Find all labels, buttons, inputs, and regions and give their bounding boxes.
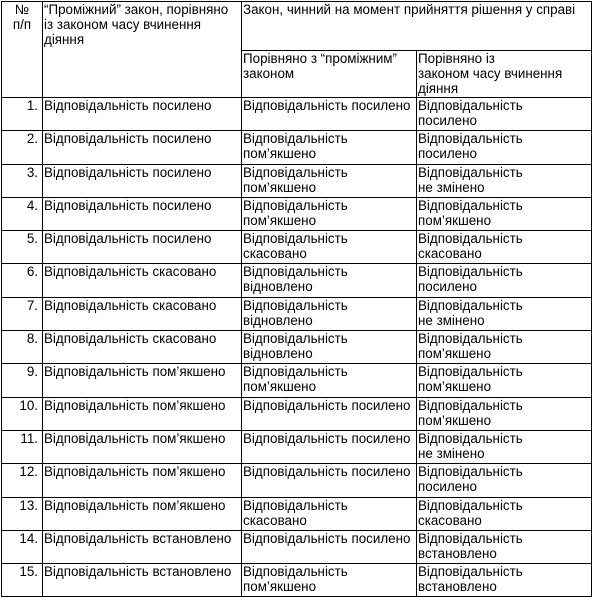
header-row (2, 2, 592, 51)
cell-intermediate: Відповідальність посилено (43, 98, 242, 131)
cell-vs-offense-time: Відповідальність не змінено (417, 430, 592, 463)
table-row (2, 397, 592, 430)
row-number: 9. (2, 364, 43, 397)
table-row (2, 331, 592, 364)
cell-vs-intermediate: Відповідальність пом’якшено (242, 364, 417, 397)
row-number: 4. (2, 197, 43, 230)
liability-comparison-table (1, 1, 592, 597)
cell-vs-offense-time: Відповідальність встановлено (417, 564, 592, 597)
cell-vs-intermediate: Відповідальність відновлено (242, 331, 417, 364)
row-number: 7. (2, 297, 43, 330)
header-intermediate-law: “Проміжний” закон, порівняно із законом часу вчинення діяння (43, 2, 242, 98)
row-number: 2. (2, 131, 43, 164)
cell-intermediate: Відповідальність встановлено (43, 530, 242, 563)
cell-vs-intermediate: Відповідальність скасовано (242, 231, 417, 264)
cell-intermediate: Відповідальність скасовано (43, 264, 242, 297)
table-row (2, 197, 592, 230)
cell-vs-offense-time: Відповідальність скасовано (417, 231, 592, 264)
table-row (2, 131, 592, 164)
cell-intermediate: Відповідальність встановлено (43, 564, 242, 597)
cell-vs-intermediate: Відповідальність пом’якшено (242, 197, 417, 230)
cell-intermediate: Відповідальність пом’якшено (43, 430, 242, 463)
cell-vs-offense-time: Відповідальність посилено (417, 464, 592, 497)
cell-vs-offense-time: Відповідальність не змінено (417, 164, 592, 197)
cell-vs-offense-time: Відповідальність пом’якшено (417, 331, 592, 364)
cell-vs-intermediate: Відповідальність пом’якшено (242, 564, 417, 597)
row-number: 3. (2, 164, 43, 197)
cell-vs-offense-time: Відповідальність пом’якшено (417, 397, 592, 430)
cell-vs-offense-time: Відповідальність посилено (417, 264, 592, 297)
cell-intermediate: Відповідальність пом’якшено (43, 497, 242, 530)
row-number: 8. (2, 331, 43, 364)
row-number: 14. (2, 530, 43, 563)
row-number: 12. (2, 464, 43, 497)
table-row (2, 464, 592, 497)
cell-vs-offense-time: Відповідальність пом’якшено (417, 364, 592, 397)
cell-vs-offense-time: Відповідальність не змінено (417, 297, 592, 330)
cell-vs-intermediate: Відповідальність посилено (242, 430, 417, 463)
table-row (2, 164, 592, 197)
row-number: 11. (2, 430, 43, 463)
cell-vs-intermediate: Відповідальність скасовано (242, 497, 417, 530)
cell-vs-intermediate: Відповідальність посилено (242, 98, 417, 131)
row-number: 5. (2, 231, 43, 264)
cell-vs-intermediate: Відповідальність посилено (242, 464, 417, 497)
cell-vs-intermediate: Відповідальність посилено (242, 530, 417, 563)
cell-intermediate: Відповідальність пом’якшено (43, 464, 242, 497)
cell-intermediate: Відповідальність посилено (43, 231, 242, 264)
subheader-vs-offense-time: Порівняно із законом часу вчинення діяння (417, 51, 592, 98)
cell-intermediate: Відповідальність пом’якшено (43, 397, 242, 430)
cell-intermediate: Відповідальність пом’якшено (43, 364, 242, 397)
cell-intermediate: Відповідальність скасовано (43, 297, 242, 330)
table-row (2, 364, 592, 397)
table-row (2, 530, 592, 563)
cell-intermediate: Відповідальність посилено (43, 164, 242, 197)
cell-intermediate: Відповідальність скасовано (43, 331, 242, 364)
row-number: 15. (2, 564, 43, 597)
table-row (2, 430, 592, 463)
table-row (2, 564, 592, 597)
header-current-law: Закон, чинний на момент прийняття рішення у справі (242, 2, 592, 51)
cell-vs-intermediate: Відповідальність відновлено (242, 264, 417, 297)
cell-vs-intermediate: Відповідальність відновлено (242, 297, 417, 330)
row-number: 13. (2, 497, 43, 530)
subheader-vs-intermediate: Порівняно з “проміжним” законом (242, 51, 417, 98)
cell-vs-intermediate: Відповідальність посилено (242, 397, 417, 430)
cell-intermediate: Відповідальність посилено (43, 131, 242, 164)
cell-intermediate: Відповідальність посилено (43, 197, 242, 230)
cell-vs-intermediate: Відповідальність пом’якшено (242, 131, 417, 164)
cell-vs-offense-time: Відповідальність пом’якшено (417, 197, 592, 230)
table-body (2, 2, 592, 597)
table-row (2, 98, 592, 131)
cell-vs-offense-time: Відповідальність скасовано (417, 497, 592, 530)
row-number: 1. (2, 98, 43, 131)
header-num: № п/п (2, 2, 43, 98)
cell-vs-offense-time: Відповідальність посилено (417, 98, 592, 131)
row-number: 6. (2, 264, 43, 297)
row-number: 10. (2, 397, 43, 430)
cell-vs-offense-time: Відповідальність встановлено (417, 530, 592, 563)
cell-vs-intermediate: Відповідальність пом’якшено (242, 164, 417, 197)
table-row (2, 497, 592, 530)
table-row (2, 264, 592, 297)
table-row (2, 231, 592, 264)
table-row (2, 297, 592, 330)
cell-vs-offense-time: Відповідальність посилено (417, 131, 592, 164)
